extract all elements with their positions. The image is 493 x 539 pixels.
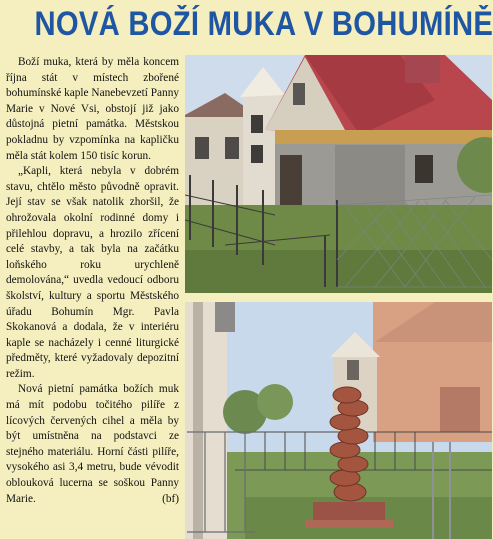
pillar-photo [185, 302, 492, 539]
chapel-photo-illustration [185, 55, 492, 293]
article-paragraph-1: Boží muka, která by měla koncem října stát v místech zbořené bohumínské kaple Nanebevzetí Panny Marie v Nové Vsi, obstojí již jako důstojná pietní památka. Městskou pokladnu by vzpomínka na kapličku měla stát kolem 150 tisíc korun. [6, 56, 179, 162]
article-paragraph-3 [6, 382, 179, 507]
article-paragraph-3-text: Nová pietní památka božích muk má mít podobu točitého pilíře z lícových červených cihel a měla by být umístněna na podstavci ze stejného materiálu. Horní části pilíře, vysokého asi 3,4 metru, bude vévodit oblouková lucerna se soškou Panny Marie. [6, 383, 179, 505]
author-signature: (bf) [162, 492, 179, 505]
pillar-photo-illustration [185, 302, 492, 539]
article-paragraph-2: „Kapli, která nebyla v dobrém stavu, chtělo město původně opravit. Její stav se však natolik zhoršil, že ohrožovala okolní rodinné domy i přilehlou dopravu, a hrozilo zřícení celé stavby, a tak byla na začátku loňského roku urychleně demolována,“ uvedla vedoucí odboru školství, kultury a sportu Městského úřadu Bohumín Mgr. Pavla Skokanová a dodala, že v interiéru kaple se nacházely i cenné liturgické předměty, které vyžadovaly depozitní režim. [6, 165, 179, 380]
headline: NOVÁ BOŽÍ MUKA V BOHUMÍNĚ [34, 5, 493, 43]
article-column [6, 55, 179, 507]
chapel-photo [185, 55, 492, 293]
